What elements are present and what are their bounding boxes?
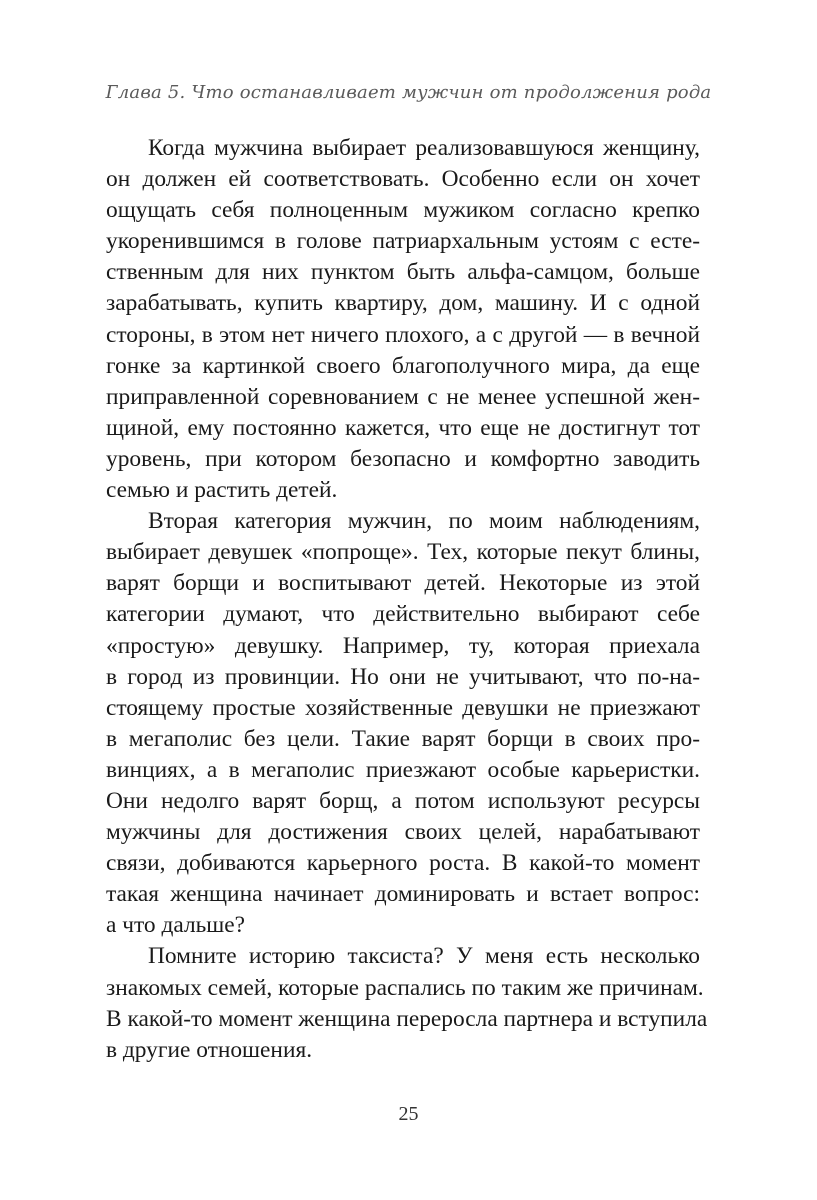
text-line: варят борщи и воспитывают детей. Некоторые из этой: [106, 570, 700, 597]
text-line: связи, добиваются карьерного роста. В какой-то момент: [106, 850, 700, 877]
text-line: мужчины для достижения своих целей, нарабатывают: [106, 819, 700, 846]
text-line: такая женщина начинает доминировать и встает вопрос:: [106, 881, 700, 908]
text-line: щиной, ему постоянно кажется, что еще не достигнут тот: [106, 414, 700, 441]
running-head: Глава 5. Что останавливает мужчин от продолжения рода: [105, 82, 712, 103]
text-line: Вторая категория мужчин, по моим наблюдениям,: [148, 508, 700, 535]
text-line: винциях, а в мегаполис приезжают особые карьеристки.: [106, 756, 700, 783]
text-line: стоящему простые хозяйственные девушки не приезжают: [106, 694, 700, 721]
text-line: уровень, при котором безопасно и комфортно заводить: [106, 445, 700, 472]
text-line: «простую» девушку. Например, ту, которая приехала: [106, 632, 700, 659]
text-line: а что дальше?: [106, 912, 246, 939]
text-line: ственным для них пунктом быть альфа-самцом, больше: [106, 259, 700, 286]
text-line: стороны, в этом нет ничего плохого, а с другой — в вечной: [106, 321, 700, 348]
text-line: Помните историю таксиста? У меня есть несколько: [148, 943, 700, 970]
paragraph-2: [106, 506, 700, 941]
text-line: в мегаполис без цели. Такие варят борщи в своих про-: [106, 725, 700, 752]
text-line: Они недолго варят борщ, а потом используют ресурсы: [106, 787, 700, 814]
text-line: гонке за картинкой своего благополучного мира, да еще: [106, 352, 700, 379]
text-line: он должен ей соответствовать. Особенно если он хочет: [106, 166, 700, 193]
text-line: ощущать себя полноценным мужиком согласно крепко: [106, 197, 700, 224]
text-line: приправленной соревнованием с не менее успешной жен-: [106, 383, 700, 410]
text-line: укоренившимся в голове патриархальным устоям с есте-: [106, 228, 700, 255]
text-line: В какой-то момент женщина переросла партнера и вступила: [106, 1005, 708, 1032]
text-line: выбирает девушек «попроще». Тех, которые пекут блины,: [106, 539, 700, 566]
paragraph-3: [106, 941, 708, 1065]
text-line: семью и растить детей.: [106, 477, 338, 504]
page-number: 25: [398, 1103, 419, 1125]
text-line: знакомых семей, которые распались по таким же причинам.: [106, 974, 704, 1001]
text-line: в другие отношения.: [106, 1036, 313, 1063]
body-text: [106, 133, 708, 1066]
paragraph-1: [106, 133, 700, 506]
text-line: зарабатывать, купить квартиру, дом, машину. И с одной: [106, 290, 700, 317]
text-line: Когда мужчина выбирает реализовавшуюся женщину,: [148, 135, 700, 161]
text-line: категории думают, что действительно выбирают себе: [106, 601, 700, 628]
text-line: в город из провинции. Но они не учитывают, что по-на-: [106, 663, 700, 690]
